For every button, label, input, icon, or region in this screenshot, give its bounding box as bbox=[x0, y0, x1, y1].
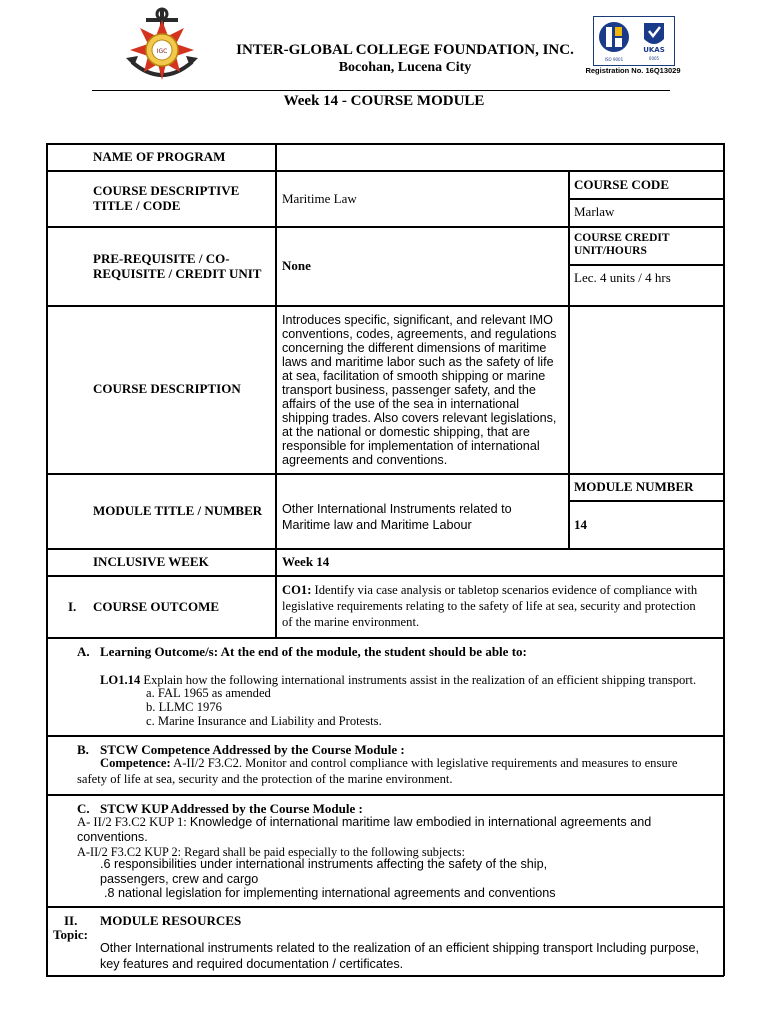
svg-text:0005: 0005 bbox=[648, 56, 660, 61]
module-number-value: 14 bbox=[574, 517, 587, 532]
college-location: Bocohan, Lucena City bbox=[338, 60, 472, 75]
list-item: b. LLMC 1976 bbox=[146, 700, 222, 714]
course-code-value: Marlaw bbox=[574, 204, 615, 219]
learning-outcome-letter: A. bbox=[77, 644, 90, 659]
certification-logo bbox=[593, 16, 675, 66]
page-title: Week 14 - COURSE MODULE bbox=[283, 93, 485, 109]
prereq-label: PRE-REQUISITE / CO- REQUISITE / CREDIT UNIT bbox=[93, 251, 262, 281]
stcw-kup-letter: C. bbox=[77, 801, 90, 816]
credit-label: COURSE CREDIT UNIT/HOURS bbox=[574, 232, 670, 257]
college-name: INTER-GLOBAL COLLEGE FOUNDATION, INC. bbox=[236, 42, 574, 58]
program-label: NAME OF PROGRAM bbox=[93, 149, 226, 164]
stcw-competence-text: Competence: A-II/2 F3.C2. Monitor and control compliance with legislative requirements and measures to ensure safety of life at sea, security and the protection of the marine environment. bbox=[77, 756, 678, 786]
stcw-competence-heading: STCW Competence Addressed by the Course Module : bbox=[100, 742, 405, 757]
course-description-label: COURSE DESCRIPTION bbox=[93, 381, 241, 396]
inclusive-week-value: Week 14 bbox=[282, 554, 330, 569]
header-rule bbox=[92, 90, 670, 91]
credit-value: Lec. 4 units / 4 hrs bbox=[574, 270, 671, 285]
college-logo bbox=[118, 6, 206, 84]
learning-outcome-heading: Learning Outcome/s: At the end of the module, the student should be able to: bbox=[100, 644, 527, 659]
course-title-label: COURSE DESCRIPTIVE TITLE / CODE bbox=[93, 183, 240, 213]
svg-text:UKAS: UKAS bbox=[643, 46, 665, 54]
registration-number: Registration No. 16Q13029 bbox=[585, 66, 681, 75]
module-title-value: Other International Instruments related to Maritime law and Maritime Labour bbox=[282, 502, 512, 532]
course-outcome-text: CO1: Identify via case analysis or tabletop scenarios evidence of compliance with legislative requirements relating to the safety of life at sea, security and protection of the marine environment. bbox=[282, 583, 698, 629]
list-item: c. Marine Insurance and Liability and Protests. bbox=[146, 714, 382, 728]
course-outcome-numeral: I. bbox=[68, 599, 77, 614]
course-code-label: COURSE CODE bbox=[574, 177, 669, 192]
module-title-label: MODULE TITLE / NUMBER bbox=[93, 503, 263, 518]
topic-label: Topic: bbox=[53, 927, 88, 942]
stcw-kup-1: A- II/2 F3.C2 KUP 1: Knowledge of international maritime law embodied in international agreements and conventions. bbox=[77, 815, 652, 844]
list-item: a. FAL 1965 as amended bbox=[146, 686, 271, 700]
svg-text:ISO 9001: ISO 9001 bbox=[604, 57, 624, 62]
stcw-kup-2: A-II/2 F3.C2 KUP 2: Regard shall be paid especially to the following subjects: bbox=[77, 845, 465, 859]
prereq-value: None bbox=[282, 258, 311, 273]
module-resources-text: Other International instruments related to the realization of an efficient shipping transport Including purpose, key features and required documentation / certificates. bbox=[100, 941, 700, 971]
module-resources-heading: MODULE RESOURCES bbox=[100, 913, 242, 928]
stcw-kup-item-8: .8 national legislation for implementing international agreements and conventions bbox=[104, 886, 556, 900]
learning-outcome-list bbox=[146, 686, 382, 728]
svg-text:IGC: IGC bbox=[156, 48, 168, 55]
inclusive-week-label: INCLUSIVE WEEK bbox=[93, 554, 209, 569]
learning-outcome-item: LO1.14 Explain how the following international instruments assist in the realization of an efficient shipping transport. bbox=[100, 673, 697, 687]
course-title-value: Maritime Law bbox=[282, 191, 357, 206]
course-outcome-label: COURSE OUTCOME bbox=[93, 599, 220, 614]
module-resources-numeral: II. bbox=[64, 913, 78, 928]
course-description-text: Introduces specific, significant, and relevant IMO conventions, codes, agreements, and regulations concerning the different dimensions of maritime laws and maritime labor such as the safety of life at sea, facilitation of smooth shipping or marine transport business, passenger safety, and the affairs of the use of the sea in international shipping trades. Also covers relevant legislations, at the national or domestic shipping, that are responsible for implementation of international agreements and conventions. bbox=[282, 313, 557, 467]
stcw-kup-heading: STCW KUP Addressed by the Course Module : bbox=[100, 801, 363, 816]
module-number-label: MODULE NUMBER bbox=[574, 479, 694, 494]
stcw-competence-letter: B. bbox=[77, 742, 89, 757]
stcw-kup-item-6: .6 responsibilities under international instruments affecting the safety of the ship, passengers, crew and cargo bbox=[100, 857, 548, 886]
